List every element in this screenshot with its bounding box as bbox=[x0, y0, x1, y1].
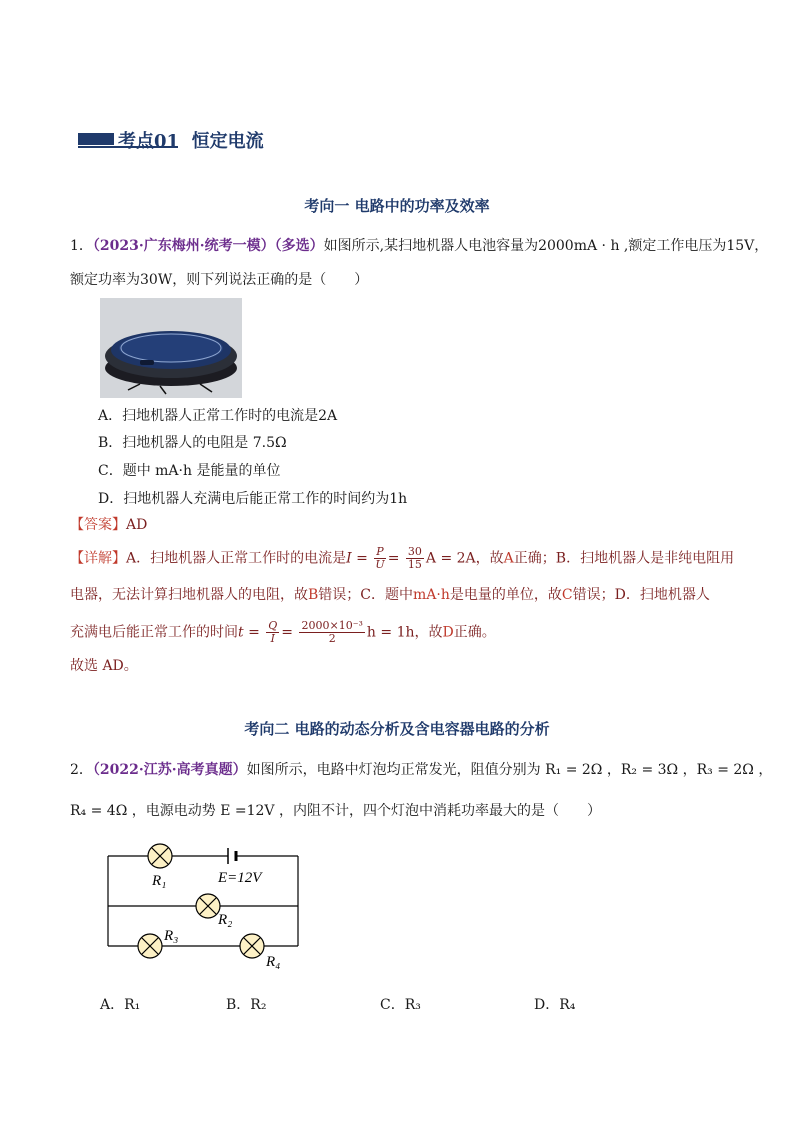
option-ref: A bbox=[503, 550, 514, 567]
q2-choice-c: C．R₃ bbox=[380, 997, 421, 1013]
frac-den: 15 bbox=[407, 558, 422, 571]
q1-option-b: B．扫地机器人的电阻是 7.5Ω bbox=[98, 435, 287, 451]
answer-label: 【答案】 bbox=[70, 517, 126, 533]
q1-conclusion: 故选 AD。 bbox=[70, 658, 138, 674]
detail-label: 【详解】 bbox=[70, 550, 126, 567]
subheading-2: 考向二 电路的动态分析及含电容器电路的分析 bbox=[244, 720, 550, 738]
section-label: 考点 bbox=[118, 131, 154, 152]
frac-num: P bbox=[376, 545, 384, 558]
formula-i: I = bbox=[346, 550, 368, 567]
detail-text: 电器，无法计算扫地机器人的电阻，故 bbox=[70, 587, 308, 603]
q1-number: 1． bbox=[70, 238, 93, 254]
fraction-q-i bbox=[266, 620, 279, 645]
q1-source: （2023·广东梅州·统考一模）（多选） bbox=[92, 238, 324, 254]
q2-choice-a: A．R₁ bbox=[100, 997, 141, 1013]
q1-answer bbox=[70, 515, 147, 535]
option-ref: D bbox=[442, 624, 454, 641]
q2-line2: R₄ = 4Ω ，电源电动势 E =12V ，内阻不计，四个灯泡中消耗功率最大的是（ ） bbox=[70, 803, 601, 819]
robot-vacuum-image bbox=[100, 298, 242, 398]
subheading-1: 考向一 电路中的功率及效率 bbox=[304, 197, 490, 215]
detail-text: 正确。 bbox=[453, 624, 496, 641]
unit-ref: mA·h bbox=[413, 587, 450, 603]
detail-text: ，故 bbox=[475, 550, 504, 567]
detail-text: 错误；C．题中 bbox=[318, 587, 414, 603]
answer-value: AD bbox=[126, 517, 148, 533]
circuit-diagram bbox=[100, 840, 310, 974]
option-ref: C bbox=[561, 587, 573, 603]
section-bar bbox=[78, 133, 114, 145]
section-title bbox=[118, 127, 264, 153]
frac-den: 2 bbox=[328, 632, 336, 645]
equals: = bbox=[281, 624, 294, 641]
label-r4: R₄ bbox=[266, 954, 281, 970]
detail-text: 充满电后能正常工作的时间 bbox=[70, 624, 238, 641]
q1-line2: 额定功率为30W，则下列说法正确的是（ ） bbox=[70, 272, 369, 288]
q1-detail-line2 bbox=[70, 585, 710, 605]
label-r2: R₂ bbox=[218, 912, 233, 928]
result: A = 2A bbox=[425, 550, 476, 567]
q1-detail-line3 bbox=[70, 620, 496, 645]
q1-detail-line1 bbox=[70, 546, 734, 571]
frac-num: Q bbox=[268, 619, 278, 632]
frac-num: 2000×10⁻³ bbox=[301, 619, 363, 632]
section-number: 01 bbox=[154, 131, 180, 152]
section-name: 恒定电流 bbox=[191, 131, 264, 152]
detail-text: 正确；B．扫地机器人是非纯电阻用 bbox=[513, 550, 735, 567]
fraction-capacity bbox=[299, 620, 364, 645]
option-ref: B bbox=[308, 587, 319, 603]
q2-number: 2． bbox=[70, 762, 93, 778]
frac-num: 30 bbox=[407, 545, 422, 558]
detail-text: 错误；D．扫地机器人 bbox=[572, 587, 710, 603]
q2-text1: 如图所示，电路中灯泡均正常发光，阻值分别为 R₁ = 2Ω ，R₂ = 3Ω ，R₃ = 2Ω ， bbox=[246, 762, 773, 778]
label-r1: R₁ bbox=[152, 873, 167, 889]
q1-text1: 如图所示,某扫地机器人电池容量为2000mA · h ,额定工作电压为15V， bbox=[323, 238, 769, 254]
frac-den: U bbox=[375, 558, 385, 571]
result: h = 1h bbox=[366, 624, 415, 641]
q1-line1 bbox=[70, 236, 768, 256]
equals: = bbox=[387, 550, 400, 567]
q1-option-d: D．扫地机器人充满电后能正常工作的时间约为1h bbox=[98, 491, 408, 507]
q2-choice-b: B．R₂ bbox=[226, 997, 267, 1013]
label-emf: E=12V bbox=[218, 870, 262, 886]
detail-text: A．扫地机器人正常工作时的电流是 bbox=[126, 550, 347, 567]
q1-option-c: C．题中 mA·h 是能量的单位 bbox=[98, 463, 281, 479]
frac-den: I bbox=[270, 632, 275, 645]
q2-choice-d: D．R₄ bbox=[534, 997, 576, 1013]
q2-line1 bbox=[70, 760, 772, 780]
fraction-p-u bbox=[374, 546, 385, 571]
q1-option-a: A．扫地机器人正常工作时的电流是2A bbox=[98, 408, 338, 424]
detail-text: 是电量的单位，故 bbox=[449, 587, 562, 603]
q2-source: （2022·江苏·高考真题） bbox=[92, 762, 247, 778]
label-r3: R₃ bbox=[164, 928, 179, 944]
fraction-30-15 bbox=[406, 546, 424, 571]
formula-t: t = bbox=[238, 624, 260, 641]
detail-text: ，故 bbox=[414, 624, 443, 641]
